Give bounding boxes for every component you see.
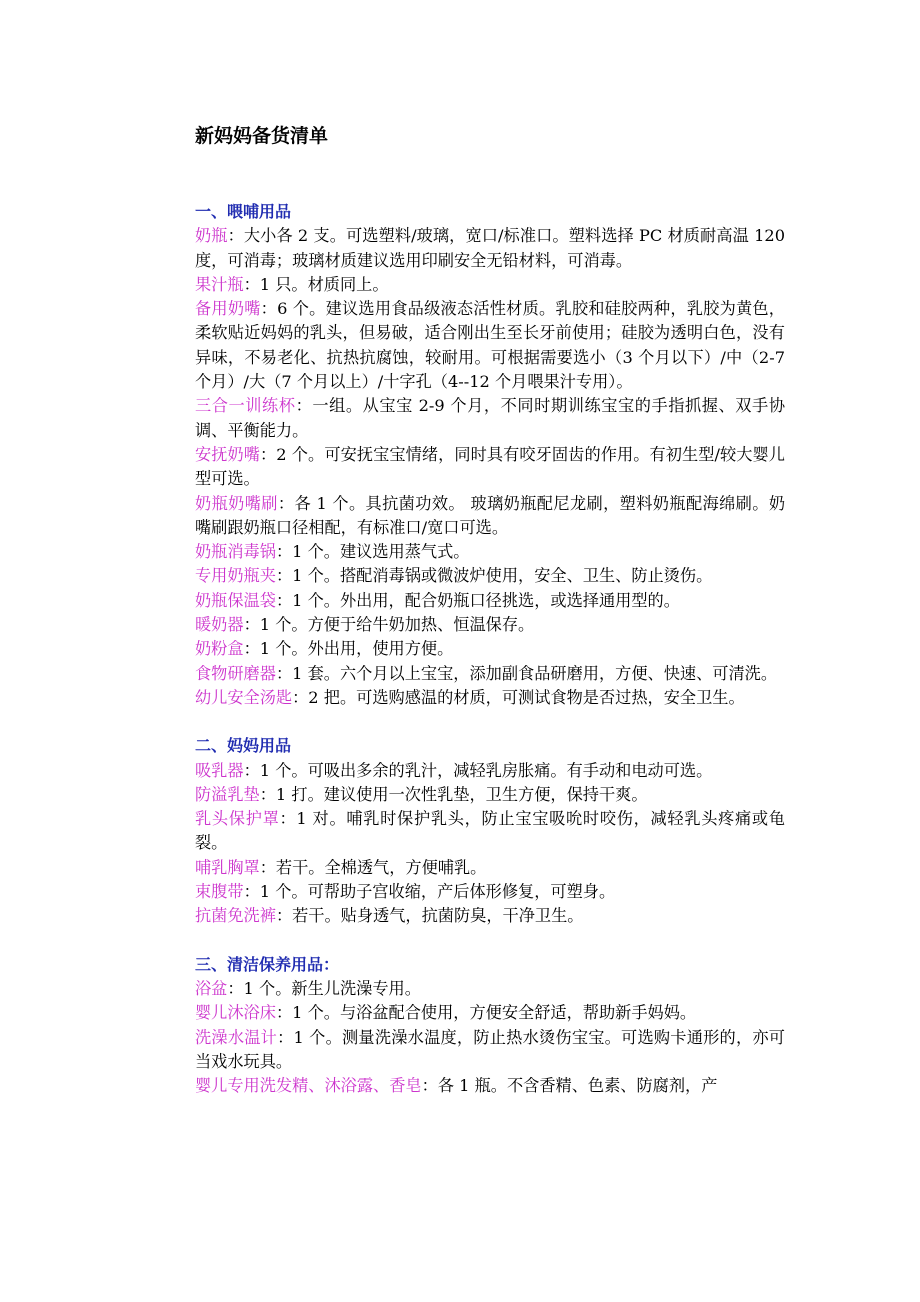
list-item	[195, 297, 785, 394]
list-item	[195, 880, 785, 904]
list-item	[195, 443, 785, 492]
item-name: 果汁瓶	[195, 274, 244, 294]
item-name: 防溢乳垫	[195, 784, 260, 804]
item-name: 三合一训练杯	[195, 396, 296, 416]
item-description: ：1 个。搭配消毒锅或微波炉使用，安全、卫生、防止烫伤。	[275, 566, 713, 586]
item-description: ：2 把。可选购感温的材质，可测试食物是否过热，安全卫生。	[292, 687, 745, 707]
item-description: ：若干。全棉透气，方便哺乳。	[259, 857, 487, 877]
item-name: 浴盆	[195, 978, 228, 998]
item-description: ：1 只。材质同上。	[243, 274, 389, 294]
item-description: ：大小各 2 支。可选塑料/玻璃，宽口/标准口。塑料选择 PC 材质耐高温 120 度，可消毒；玻璃材质建议选用印刷安全无铅材料，可消毒。	[195, 226, 786, 270]
item-name: 奶瓶奶嘴刷	[195, 493, 278, 513]
list-item	[195, 492, 785, 541]
item-name: 洗澡水温计	[195, 1027, 278, 1047]
list-item	[195, 904, 785, 928]
item-description: ：一组。从宝宝 2-9 个月，不同时期训练宝宝的手指抓握、双手协调、平衡能力。	[195, 396, 786, 440]
sections-container	[195, 200, 785, 1098]
item-name: 奶瓶消毒锅	[195, 542, 276, 562]
item-name: 奶粉盒	[195, 639, 244, 659]
list-item	[195, 613, 785, 637]
list-item	[195, 686, 785, 710]
list-item	[195, 1001, 785, 1025]
item-name: 奶瓶保温袋	[195, 590, 276, 610]
item-name: 幼儿安全汤匙	[195, 687, 293, 707]
list-item	[195, 564, 785, 588]
list-item	[195, 637, 785, 661]
item-name: 食物研磨器	[195, 663, 276, 683]
item-description: ：各 1 个。具抗菌功效。 玻璃奶瓶配尼龙刷，塑料奶瓶配海绵刷。奶嘴刷跟奶瓶口径相配，有标准口/宽口可选。	[195, 493, 786, 537]
item-description: ：1 个。可吸出多余的乳汁，减轻乳房胀痛。有手动和电动可选。	[243, 760, 713, 780]
list-item	[195, 977, 785, 1001]
list-item	[195, 1074, 785, 1098]
item-description: ：1 个。外出用，配合奶瓶口径挑选，或选择通用型的。	[275, 590, 680, 610]
item-name: 哺乳胸罩	[195, 857, 260, 877]
item-name: 暖奶器	[195, 615, 244, 635]
item-description: ：1 个。方便于给牛奶加热、恒温保存。	[243, 615, 535, 635]
item-description: ：若干。贴身透气，抗菌防臭，干净卫生。	[275, 906, 584, 926]
section-heading: 一、喂哺用品	[195, 202, 292, 221]
item-description: ：1 对。哺乳时保护乳头，防止宝宝吸吮时咬伤，减轻乳头疼痛或龟裂。	[195, 809, 785, 853]
list-item	[195, 662, 785, 686]
list-item	[195, 856, 785, 880]
item-name: 婴儿专用洗发精、沐浴露、香皂	[195, 1076, 422, 1096]
item-name: 奶瓶	[195, 226, 228, 246]
item-name: 束腹带	[195, 882, 244, 902]
item-description: ：1 打。建议使用一次性乳垫，卫生方便，保持干爽。	[259, 784, 648, 804]
item-name: 安抚奶嘴	[195, 444, 261, 464]
list-item	[195, 540, 785, 564]
document-page	[195, 0, 785, 1098]
item-description: ：2 个。可安抚宝宝情绪，同时具有咬牙固齿的作用。有初生型/较大婴儿型可选。	[195, 444, 785, 489]
document-title: 新妈妈备货清单	[195, 125, 329, 147]
item-description: ：1 个。与浴盆配合使用，方便安全舒适，帮助新手妈妈。	[275, 1003, 697, 1023]
item-name: 抗菌免洗裤	[195, 906, 276, 926]
list-item	[195, 224, 785, 273]
item-description: ：1 个。建议选用蒸气式。	[275, 542, 470, 562]
item-description: ：1 个。可帮助子宫收缩，产后体形修复，可塑身。	[243, 882, 616, 902]
section-heading: 三、清洁保养用品：	[195, 954, 340, 974]
section	[195, 200, 785, 710]
item-description: ：1 个。测量洗澡水温度，防止热水烫伤宝宝。可选购卡通形的，亦可当戏水玩具。	[195, 1027, 785, 1071]
item-description: ：1 个。外出用，使用方便。	[243, 639, 454, 659]
list-item	[195, 394, 785, 443]
item-name: 吸乳器	[195, 760, 244, 780]
item-name: 乳头保护罩	[195, 809, 280, 829]
list-item	[195, 783, 785, 807]
item-name: 备用奶嘴	[195, 299, 261, 319]
list-item	[195, 1026, 785, 1075]
item-description: ：1 个。新生儿洗澡专用。	[227, 978, 421, 998]
item-description: ：1 套。六个月以上宝宝，添加副食品研磨用，方便、快速、可清洗。	[275, 663, 778, 683]
section	[195, 734, 785, 928]
list-item	[195, 273, 785, 297]
item-description: ：6 个。建议选用食品级液态活性材质。乳胶和硅胶两种，乳胶为黄色，柔软贴近妈妈的乳头，但易破，适合刚出生至长牙前使用；硅胶为透明白色，没有异味，不易老化、抗热抗腐蚀，较耐用。可根据需要选小（3 个月以下）/中（2-7 个月）/大（7 个月以上）/十字孔（4--12 个月喂果汁专用）。	[195, 299, 785, 392]
item-name: 专用奶瓶夹	[195, 566, 276, 586]
list-item	[195, 807, 785, 856]
section-heading: 二、妈妈用品	[195, 736, 292, 756]
item-description: ：各 1 瓶。不含香精、色素、防腐剂，产	[421, 1076, 718, 1096]
item-name: 婴儿沐浴床	[195, 1003, 276, 1023]
list-item	[195, 759, 785, 783]
section	[195, 953, 785, 1099]
list-item	[195, 589, 785, 613]
